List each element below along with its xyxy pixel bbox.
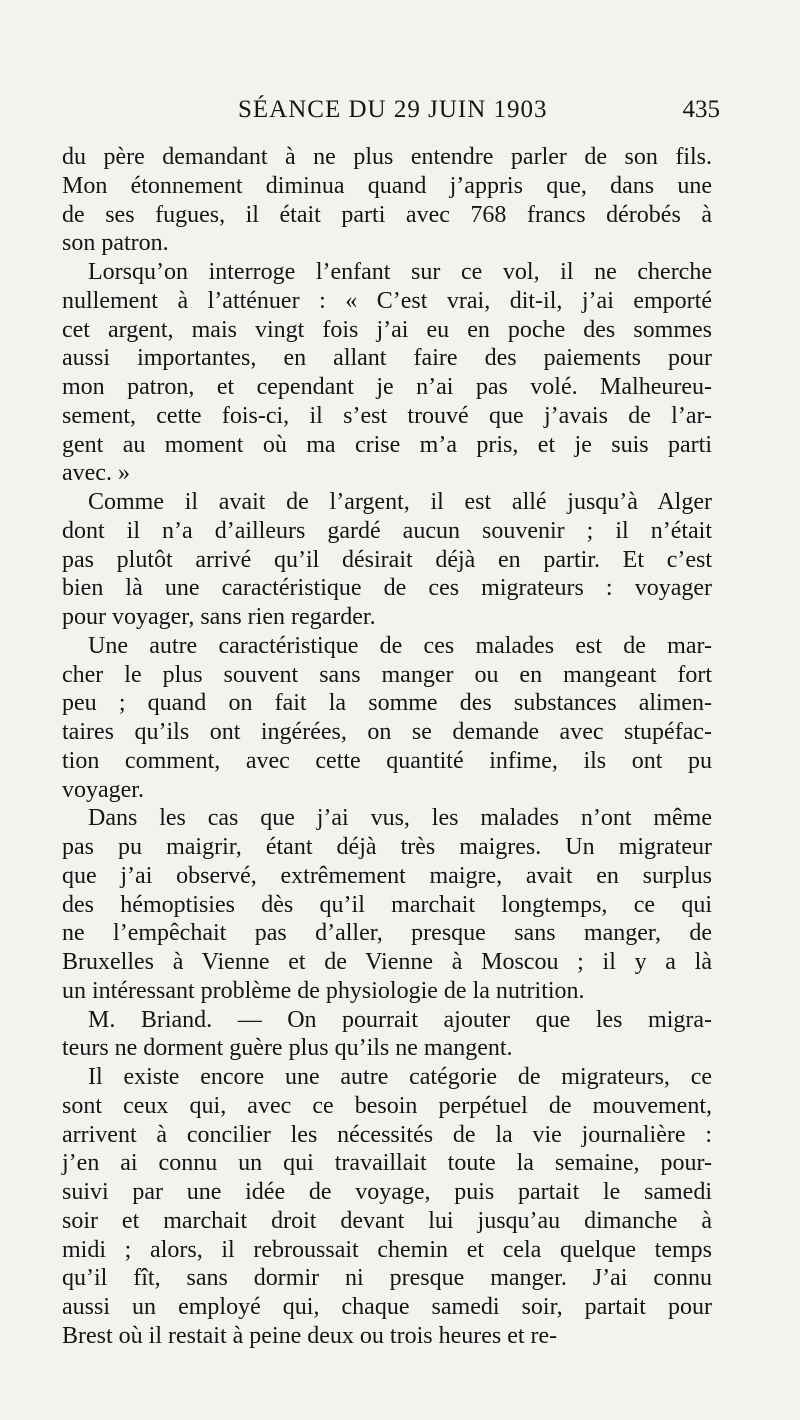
text-line: aussi un employé qui, chaque samedi soir, partait pour [62, 1294, 712, 1320]
text-line: Il existe encore une autre catégorie de migrateurs, ce [88, 1064, 712, 1090]
text-line: Comme il avait de l’argent, il est allé jusqu’à Alger [88, 489, 712, 515]
text-line: que j’ai observé, extrêmement maigre, avait en surplus [62, 862, 712, 889]
text-line: taires qu’ils ont ingérées, on se demande avec stupéfac- [62, 719, 712, 745]
text-line: Lorsqu’on interroge l’enfant sur ce vol, il ne cherche [88, 259, 712, 285]
text-line: pas plutôt arrivé qu’il désirait déjà en partir. Et c’est [62, 546, 712, 573]
text-line: Bruxelles à Vienne et de Vienne à Moscou ; il y a là [62, 949, 712, 975]
text-line: j’en ai connu un qui travaillait toute la semaine, pour- [62, 1150, 712, 1177]
page-number: 435 [682, 96, 720, 123]
text-line: pas pu maigrir, étant déjà très maigres. Un migrateur [62, 834, 712, 860]
text-line: aussi importantes, en allant faire des paiements pour [62, 345, 712, 372]
text-line: sont ceux qui, avec ce besoin perpétuel de mouvement, [62, 1092, 712, 1119]
text-line: Mon étonnement diminua quand j’appris que, dans une [62, 172, 712, 199]
text-line: des hémoptisies dès qu’il marchait longtemps, ce qui [62, 891, 712, 918]
text-line: ne l’empêchait pas d’aller, presque sans manger, de [62, 920, 712, 947]
text-line: pour voyager, sans rien regarder. [62, 604, 376, 630]
text-line: Brest où il restait à peine deux ou trois heures et re- [62, 1322, 558, 1349]
text-line: du père demandant à ne plus entendre parler de son fils. [62, 144, 712, 170]
text-line: M. Briand. — On pourrait ajouter que les migra- [88, 1006, 712, 1033]
paragraph [62, 804, 712, 1005]
text-line: midi ; alors, il rebroussait chemin et cela quelque temps [62, 1236, 712, 1263]
text-line: voyager. [62, 776, 144, 803]
text-line: teurs ne dorment guère plus qu’ils ne mangent. [62, 1035, 513, 1062]
text-line: Une autre caractéristique de ces malades est de mar- [88, 632, 712, 659]
text-line: arrivent à concilier les nécessités de la vie journalière : [62, 1121, 712, 1148]
text-line: bien là une caractéristique de ces migrateurs : voyager [62, 575, 712, 602]
body-text [62, 143, 712, 1351]
text-line: suivi par une idée de voyage, puis partait le samedi [62, 1179, 712, 1205]
paragraph [62, 632, 712, 805]
text-line: de ses fugues, il était parti avec 768 francs dérobés à [62, 201, 712, 228]
text-line: Dans les cas que j’ai vus, les malades n’ont même [88, 805, 712, 832]
text-line: gent au moment où ma crise m’a pris, et je suis parti [62, 431, 712, 458]
paragraph [62, 1063, 712, 1351]
text-line: mon patron, et cependant je n’ai pas volé. Malheureu- [62, 374, 712, 400]
paragraph [62, 143, 712, 258]
text-line: avec. » [62, 460, 130, 487]
paragraph [62, 1006, 712, 1064]
text-line: cher le plus souvent sans manger ou en mangeant fort [62, 661, 712, 688]
paragraph [62, 488, 712, 632]
paragraph [62, 258, 712, 488]
text-line: tion comment, avec cette quantité infime, ils ont pu [62, 747, 712, 774]
text-line: nullement à l’atténuer : « C’est vrai, dit-il, j’ai emporté [62, 287, 712, 314]
text-line: son patron. [62, 230, 169, 257]
text-line: sement, cette fois-ci, il s’est trouvé que j’avais de l’ar- [62, 402, 712, 429]
text-line: dont il n’a d’ailleurs gardé aucun souvenir ; il n’était [62, 517, 712, 544]
running-head: SÉANCE DU 29 JUIN 1903 [238, 96, 548, 123]
text-line: soir et marchait droit devant lui jusqu’au dimanche à [62, 1207, 712, 1234]
text-line: un intéressant problème de physiologie de la nutrition. [62, 977, 585, 1004]
page-header [80, 96, 720, 130]
text-line: qu’il fît, sans dormir ni presque manger. J’ai connu [62, 1265, 712, 1292]
text-line: cet argent, mais vingt fois j’ai eu en poche des sommes [62, 316, 712, 343]
text-line: peu ; quand on fait la somme des substances alimen- [62, 690, 712, 717]
